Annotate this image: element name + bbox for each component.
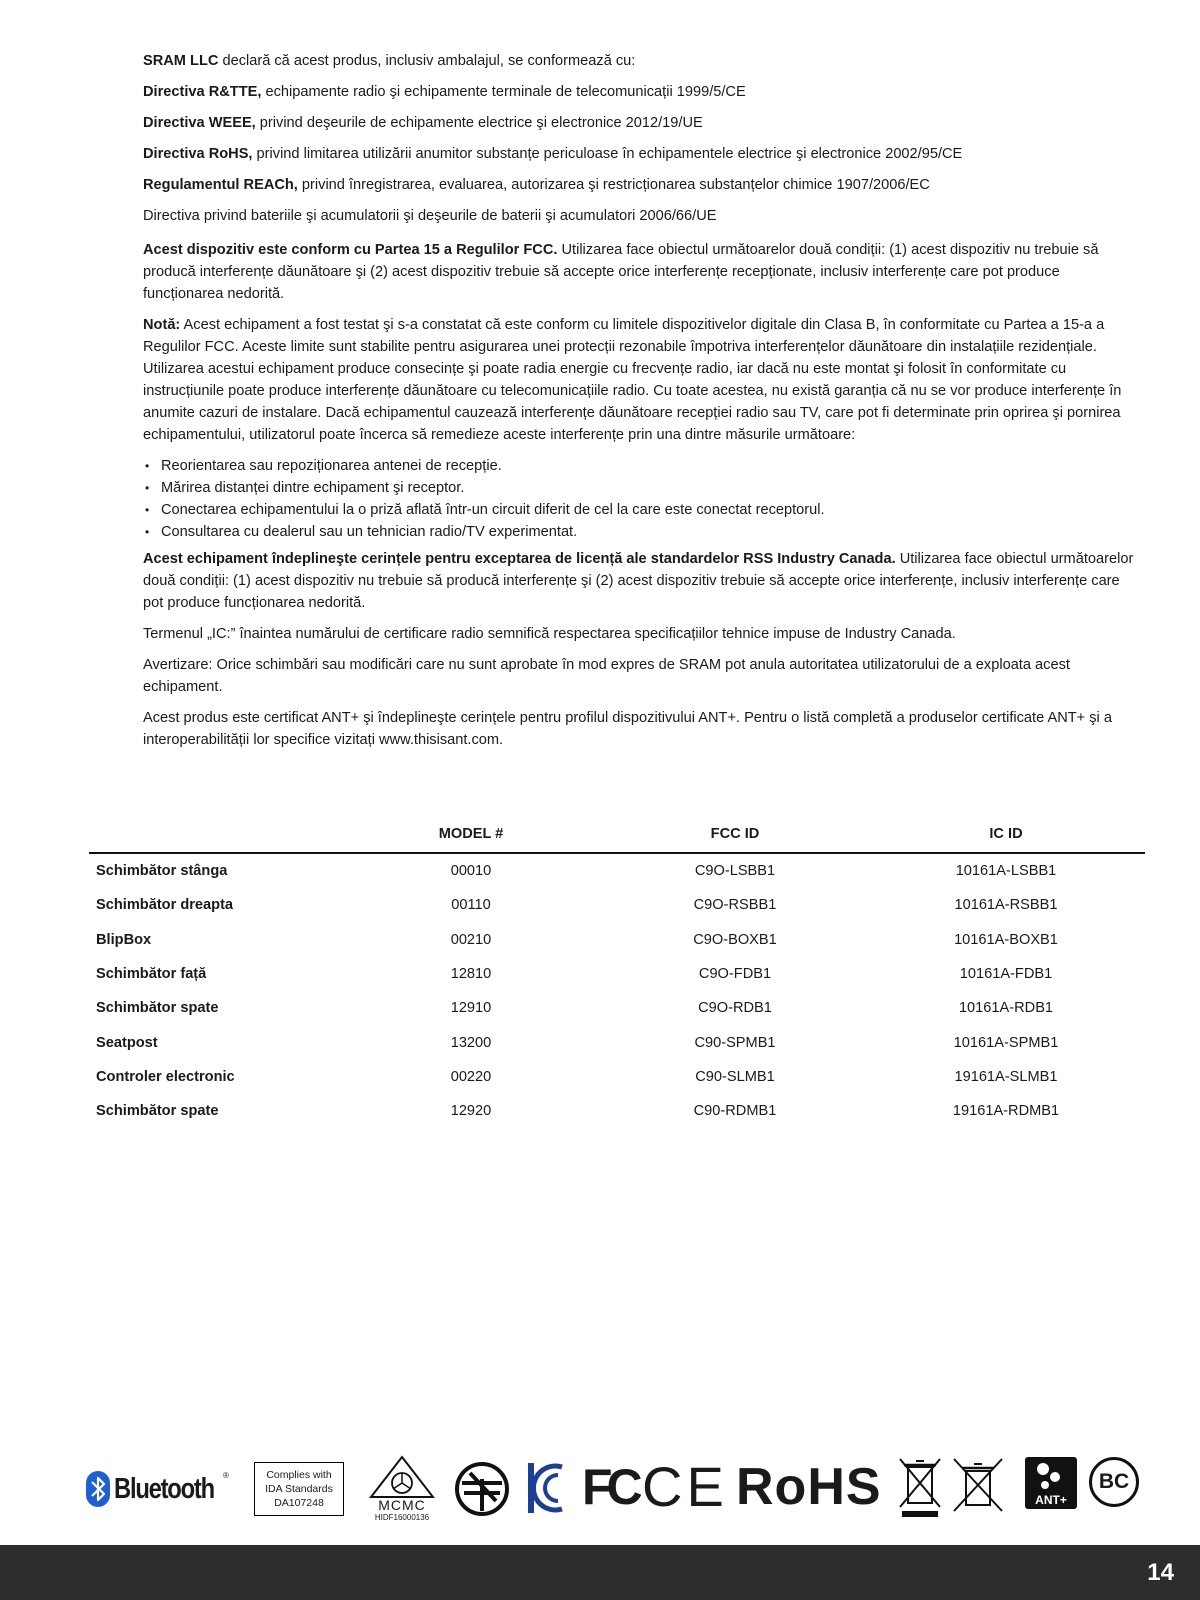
directive-rtte: Directiva R&TTE, echipamente radio şi echipamente terminale de telecomunicații 1999/5/CE xyxy=(143,84,746,100)
header-product xyxy=(89,820,339,853)
mitigation-list xyxy=(143,455,1141,543)
mcmc-logo: MCMC HIDF16000136 xyxy=(369,1455,435,1525)
ant-paragraph: Acest produs este certificat ANT+ şi îndeplineşte cerințele pentru profilul dispozitivului ANT+. Pentru o listă completă a produselor certificate ANT+ şi a interoperabilității lor specifice vizitați www.thisisant.com. xyxy=(143,710,1112,748)
mcmc-emblem-icon xyxy=(369,1455,435,1499)
bc-logo: BC xyxy=(1089,1457,1139,1507)
ant-icon xyxy=(1025,1457,1077,1493)
header-ic-id: IC ID xyxy=(867,820,1145,853)
table-row: Schimbător stânga 00010 C9O-LSBB1 10161A-LSBB1 xyxy=(96,863,1057,880)
table-row: Seatpost 13200 C90-SPMB1 10161A-SPMB1 xyxy=(96,1034,1059,1051)
japan-telec-icon xyxy=(454,1461,510,1517)
list-item: • Reorientarea sau repoziționarea antenei de recepție. xyxy=(143,455,1141,477)
kc-mark-icon xyxy=(526,1461,566,1515)
fcc-paragraph: Acest dispozitiv este conform cu Partea 15 a Regulilor FCC. Utilizarea face obiectul următoarelor două condiții: (1) acest dispozitiv nu trebuie să producă interferențe dăunătoare şi (2) acest dispozitiv trebuie să accepte orice interferențe recepționate, inclusiv interferențe care pot produce funcționarea nedorită. xyxy=(143,242,1099,302)
table-row: Schimbător dreapta 00110 C9O-RSBB1 10161A-RSBB1 xyxy=(96,897,1058,914)
certification-logos xyxy=(86,1455,1146,1525)
bluetooth-logo: Bluetooth ® xyxy=(86,1471,231,1511)
directive-weee: Directiva WEEE, privind deşeurile de echipamente electrice şi electronice 2012/19/UE xyxy=(143,115,703,131)
fcc-logo: FC xyxy=(582,1459,637,1515)
model-id-table xyxy=(89,820,1145,1128)
table-header-row xyxy=(89,820,1145,853)
warning-paragraph: Avertizare: Orice schimbări sau modificări care nu sunt aprobate în mod expres de SRAM pot anula autoritatea utilizatorului de a exploata acest echipament. xyxy=(143,657,1070,695)
list-item: • Mărirea distanței dintre echipament şi receptor. xyxy=(143,477,1141,499)
battery-directive: Directiva privind bateriile şi acumulatorii şi deşeurile de baterii şi acumulatori 2006/66/UE xyxy=(143,208,717,224)
ida-compliance-box: Complies with IDA Standards DA107248 xyxy=(254,1462,344,1516)
ic-term-paragraph: Termenul „IC:” înaintea numărului de certificare radio semnifică respectarea specificațiilor tehnice impuse de Industry Canada. xyxy=(143,626,956,642)
declaration-intro: SRAM LLC declară că acest produs, inclusiv ambalajul, se conformează cu: xyxy=(143,53,636,69)
table-row: Schimbător spate 12910 C9O-RDB1 10161A-RDB1 xyxy=(96,1000,1054,1017)
header-fcc-id: FCC ID xyxy=(603,820,867,853)
directive-rohs: Directiva RoHS, privind limitarea utilizării anumitor substanțe periculoase în echipamentele electrice şi electronice 2002/95/CE xyxy=(143,146,963,162)
header-model: MODEL # xyxy=(339,820,603,853)
ant-plus-logo: ANT+ xyxy=(1025,1457,1077,1509)
ce-logo: CE xyxy=(642,1455,728,1518)
page-number: 14 xyxy=(1147,1559,1174,1586)
list-item: • Consultarea cu dealerul sau un tehnician radio/TV experimentat. xyxy=(143,521,1141,543)
table-row: Controler electronic 00220 C90-SLMB1 19161A-SLMB1 xyxy=(96,1068,1058,1085)
table-row: BlipBox 00210 C9O-BOXB1 10161A-BOXB1 xyxy=(96,931,1058,948)
list-item: • Conectarea echipamentului la o priză aflată într-un circuit diferit de cel la care este conectat receptorul. xyxy=(143,499,1141,521)
bluetooth-icon xyxy=(86,1471,110,1507)
regulation-reach: Regulamentul REACh, privind înregistrarea, evaluarea, autorizarea şi restricționarea substanțelor chimice 1907/2006/EC xyxy=(143,177,930,193)
rss-paragraph: Acest echipament îndeplineşte cerințele pentru exceptarea de licență ale standardelor RSS Industry Canada. Utilizarea face obiectul următoarelor două condiții: (1) acest dispozitiv nu trebuie să producă interferențe şi (2) acest dispozitiv trebuie să accepte orice interferențe, inclusiv interferențe care pot produce funcționarea nedorită. xyxy=(143,551,1134,611)
page-footer-bar xyxy=(0,1545,1200,1600)
table-row: Schimbător spate 12920 C90-RDMB1 19161A-RDMB1 xyxy=(96,1103,1060,1120)
battery-bin-icon xyxy=(952,1457,1004,1513)
rohs-logo: RoHS xyxy=(736,1458,882,1516)
weee-bin-icon xyxy=(898,1455,942,1519)
note-paragraph: Notă: Acest echipament a fost testat şi s-a constatat că este conform cu limitele dispozitivelor digitale din Clasa B, în conformitate cu Partea a 15-a a Regulilor FCC. Aceste limite sunt stabilite pentru asigurarea unei protecții rezonabile împotriva interferențelor dăunătoare din instalațiile rezidențiale. Utilizarea acestui echipament produce consecințe şi poate radia energie cu frecvențe radio, iar dacă nu este montat şi folosit în conformitate cu instrucțiunile poate produce interferențe dăunătoare cu telecomunicațiile radio. Cu toate acestea, nu există garanția că nu se vor produce interferențe în anumite cazuri de instalare. Dacă echipamentul cauzează interferențe dăunătoare recepției radio sau TV, care pot fi determinate prin oprirea şi pornirea echipamentului, utilizatorul poate încerca să remedieze aceste interferențe prin una dintre măsurile următoare: xyxy=(143,317,1122,443)
compliance-text xyxy=(143,50,1141,760)
table-row: Schimbător față 12810 C9O-FDB1 10161A-FDB1 xyxy=(96,966,1053,983)
